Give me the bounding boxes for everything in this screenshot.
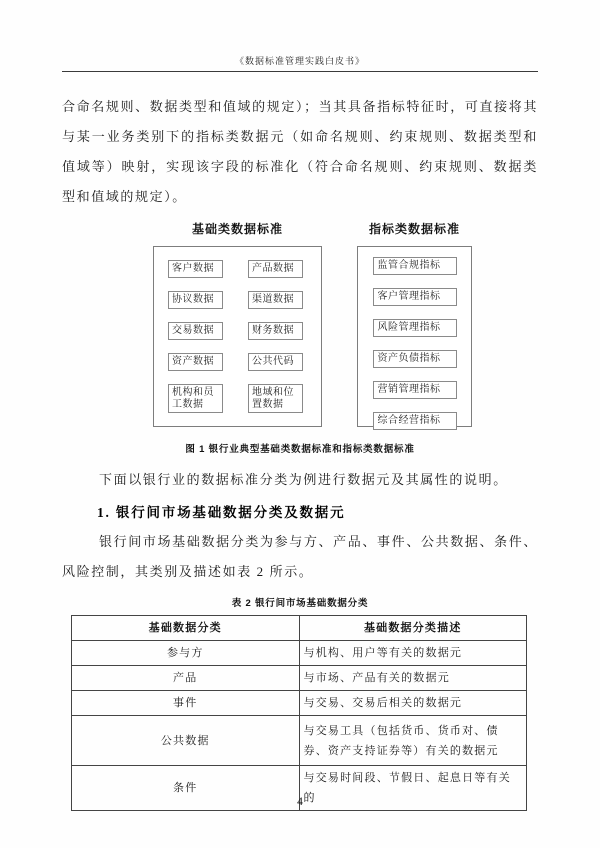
figure-caption: 图 1 银行业典型基础类数据标准和指标类数据标准 [185, 444, 415, 455]
figure-node: 客户管理指标 [373, 288, 457, 306]
figure-node: 营销管理指标 [373, 381, 457, 399]
figure-basic-outer-box [153, 246, 322, 427]
table-row [72, 691, 527, 716]
figure-gap [322, 220, 357, 427]
figure-node: 机构和员工数据 [168, 384, 223, 413]
paragraph-1: 合命名规则、数据类型和值域的规定）；当其具备指标特征时，可直接将其与某一业务类别下的指标类数据元（如命名规则、约束规则、数据类型和值域等）映射，实现该字段的标准化（符合命名规则、约束规则、数据类型和值域的规定）。 [62, 99, 538, 204]
table-cell-description: 与交易工具（包括货币、货币对、债券、资产支持证券等）有关的数据元 [299, 716, 527, 766]
figure-node: 财务数据 [248, 322, 303, 340]
figure-node: 交易数据 [168, 322, 223, 340]
figure-node: 监管合规指标 [373, 257, 457, 275]
page-header [62, 54, 538, 72]
table-header-description: 基础数据分类描述 [299, 616, 527, 641]
table-cell-category: 产品 [72, 666, 300, 691]
figure-node: 产品数据 [248, 260, 303, 278]
table-row [72, 641, 527, 666]
page-number: 4 [297, 796, 303, 808]
figure-1 [62, 220, 538, 427]
table-cell-category: 参与方 [72, 641, 300, 666]
table-head [72, 616, 527, 641]
figure-node: 地域和位置数据 [248, 384, 303, 413]
header-title: 《数据标准管理实践白皮书》 [234, 56, 365, 66]
figure-basic-group [153, 220, 322, 427]
figure-basic-col2 [248, 260, 303, 426]
figure-node: 渠道数据 [248, 291, 303, 309]
table-row [72, 716, 527, 766]
figure-node: 资产负债指标 [373, 350, 457, 368]
table-cell-description: 与交易时间段、节假日、起息日等有关的 [299, 766, 527, 811]
table-caption: 表 2 银行间市场基础数据分类 [231, 598, 369, 609]
page-content [62, 92, 538, 811]
table-cell-description: 与机构、用户等有关的数据元 [299, 641, 527, 666]
figure-basic-title: 基础类数据标准 [191, 222, 283, 236]
table-cell-category: 公共数据 [72, 716, 300, 766]
table-header-category: 基础数据分类 [72, 616, 300, 641]
table-cell-description: 与市场、产品有关的数据元 [299, 666, 527, 691]
figure-node: 综合经营指标 [373, 412, 457, 430]
figure-indicator-outer-box [357, 246, 472, 427]
figure-indicator-group [357, 220, 472, 427]
basic-data-table [71, 615, 527, 811]
table-cell-category: 事件 [72, 691, 300, 716]
figure-basic-col1 [168, 260, 223, 426]
table-cell-category: 条件 [72, 766, 300, 811]
section-heading: 1. 银行间市场基础数据分类及数据元 [97, 505, 346, 520]
figure-node: 风险管理指标 [373, 319, 457, 337]
figure-indicator-title: 指标类数据标准 [368, 222, 460, 236]
table-cell-description: 与交易、交易后相关的数据元 [299, 691, 527, 716]
figure-node: 客户数据 [168, 260, 223, 278]
figure-node: 协议数据 [168, 291, 223, 309]
figure-node: 公共代码 [248, 353, 303, 371]
table-header-row [72, 616, 527, 641]
table-body [72, 641, 527, 811]
table-row [72, 666, 527, 691]
paragraph-2: 下面以银行业的数据标准分类为例进行数据元及其属性的说明。 [99, 472, 508, 487]
paragraph-3: 银行间市场基础数据分类为参与方、产品、事件、公共数据、条件、风险控制，其类别及描述如表 2 所示。 [62, 534, 538, 579]
figure-node: 资产数据 [168, 353, 223, 371]
